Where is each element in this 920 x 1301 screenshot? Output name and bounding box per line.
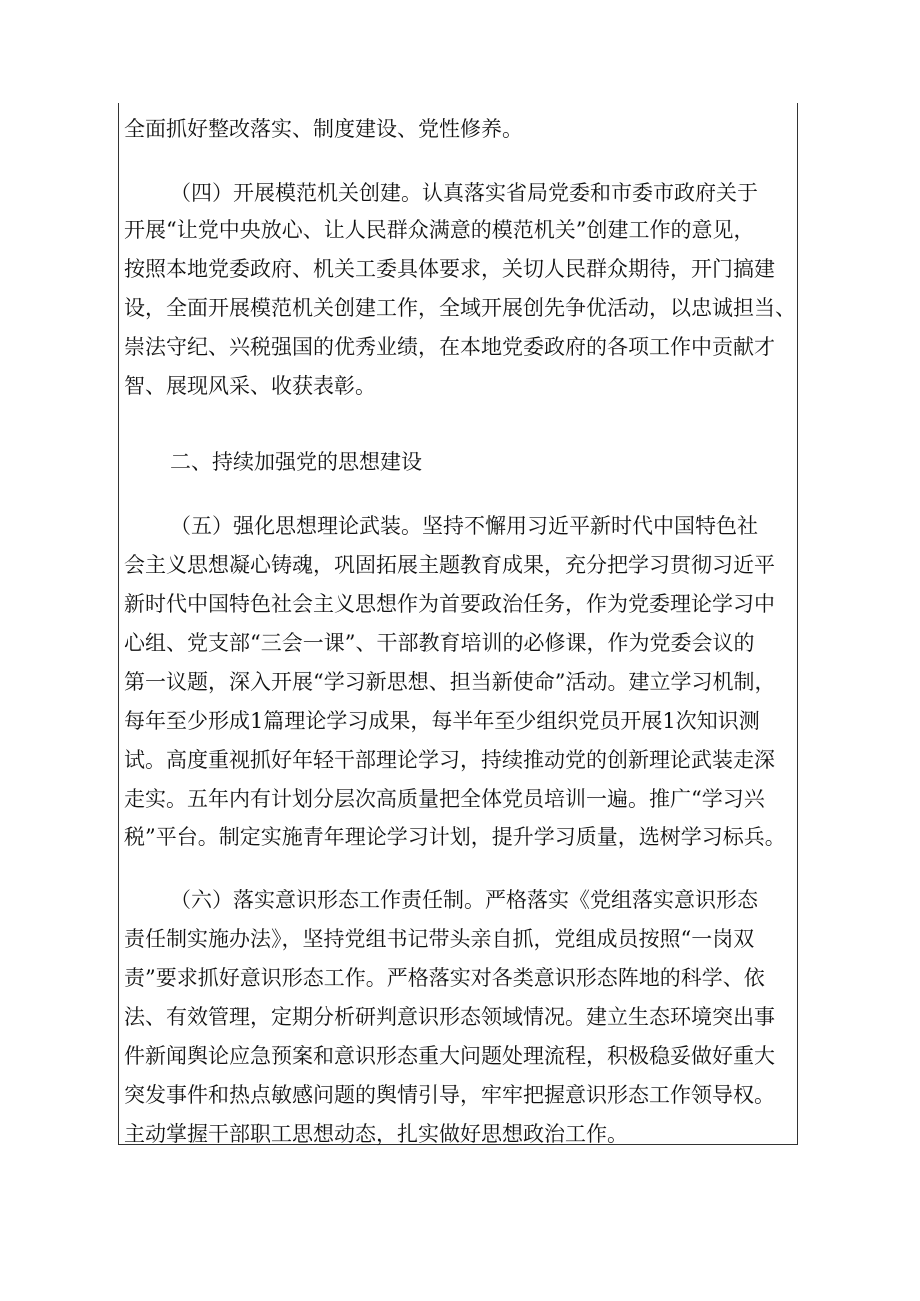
paragraph-2-line-1: （四）开展模范机关创建。认真落实省局党委和市委市政府关于	[170, 181, 758, 205]
paragraph-2-line-5: 崇法守纪、兴税强国的优秀业绩，在本地党委政府的各项工作中贡献才	[124, 335, 775, 359]
paragraph-1-line-1: 全面抓好整改落实、制度建设、党性修养。	[124, 117, 523, 141]
paragraph-2-line-2: 开展“让党中央放心、让人民群众满意的模范机关”创建工作的意见，	[124, 218, 755, 242]
paragraph-4-line-1: （六）落实意识形态工作责任制。严格落实《党组落实意识形态	[170, 888, 758, 912]
paragraph-3-line-4: 心组、党支部“三会一课”、干部教育培训的必修课，作为党委会议的	[124, 631, 755, 655]
paragraph-4-line-5: 件新闻舆论应急预案和意识形态重大问题处理流程，积极稳妥做好重大	[124, 1044, 775, 1068]
paragraph-4-line-7: 主动掌握干部职工思想动态，扎实做好思想政治工作。	[124, 1122, 628, 1146]
paragraph-3-line-9: 税”平台。制定实施青年理论学习计划，提升学习质量，选树学习标兵。	[124, 825, 786, 849]
paragraph-4-line-6: 突发事件和热点敏感问题的舆情引导，牢牢把握意识形态工作领导权。	[124, 1083, 775, 1107]
paragraph-2-line-3: 按照本地党委政府、机关工委具体要求，关切人民群众期待，开门搞建	[124, 257, 775, 281]
paragraph-2-line-4: 设，全面开展模范机关创建工作，全域开展创先争优活动，以忠诚担当、	[124, 296, 796, 320]
paragraph-3-line-1: （五）强化思想理论武装。坚持不懈用习近平新时代中国特色社	[170, 514, 758, 538]
paragraph-4-line-2: 责任制实施办法》，坚持党组书记带头亲自抓，党组成员按照“一岗双	[124, 927, 755, 951]
paragraph-3-line-5: 第一议题，深入开展“学习新思想、担当新使命”活动。建立学习机制，	[124, 670, 776, 694]
paragraph-4-line-3: 责”要求抓好意识形态工作。严格落实对各类意识形态阵地的科学、依	[124, 966, 765, 990]
paragraph-3-line-7: 试。高度重视抓好年轻干部理论学习，持续推动党的创新理论武装走深	[124, 748, 775, 772]
paragraph-3-line-6: 每年至少形成1篇理论学习成果，每半年至少组织党员开展1次知识测	[124, 709, 760, 733]
paragraph-4-line-4: 法、有效管理，定期分析研判意识形态领域情况。建立生态环境突出事	[124, 1005, 775, 1029]
section-heading: 二、持续加强党的思想建设	[170, 450, 422, 474]
paragraph-2-line-6: 智、展现风采、收获表彰。	[124, 374, 376, 398]
paragraph-3-line-2: 会主义思想凝心铸魂，巩固拓展主题教育成果，充分把学习贯彻习近平	[124, 553, 775, 577]
paragraph-3-line-3: 新时代中国特色社会主义思想作为首要政治任务，作为党委理论学习中	[124, 592, 775, 616]
paragraph-3-line-8: 走实。五年内有计划分层次高质量把全体党员培训一遍。推广“学习兴	[124, 787, 765, 811]
